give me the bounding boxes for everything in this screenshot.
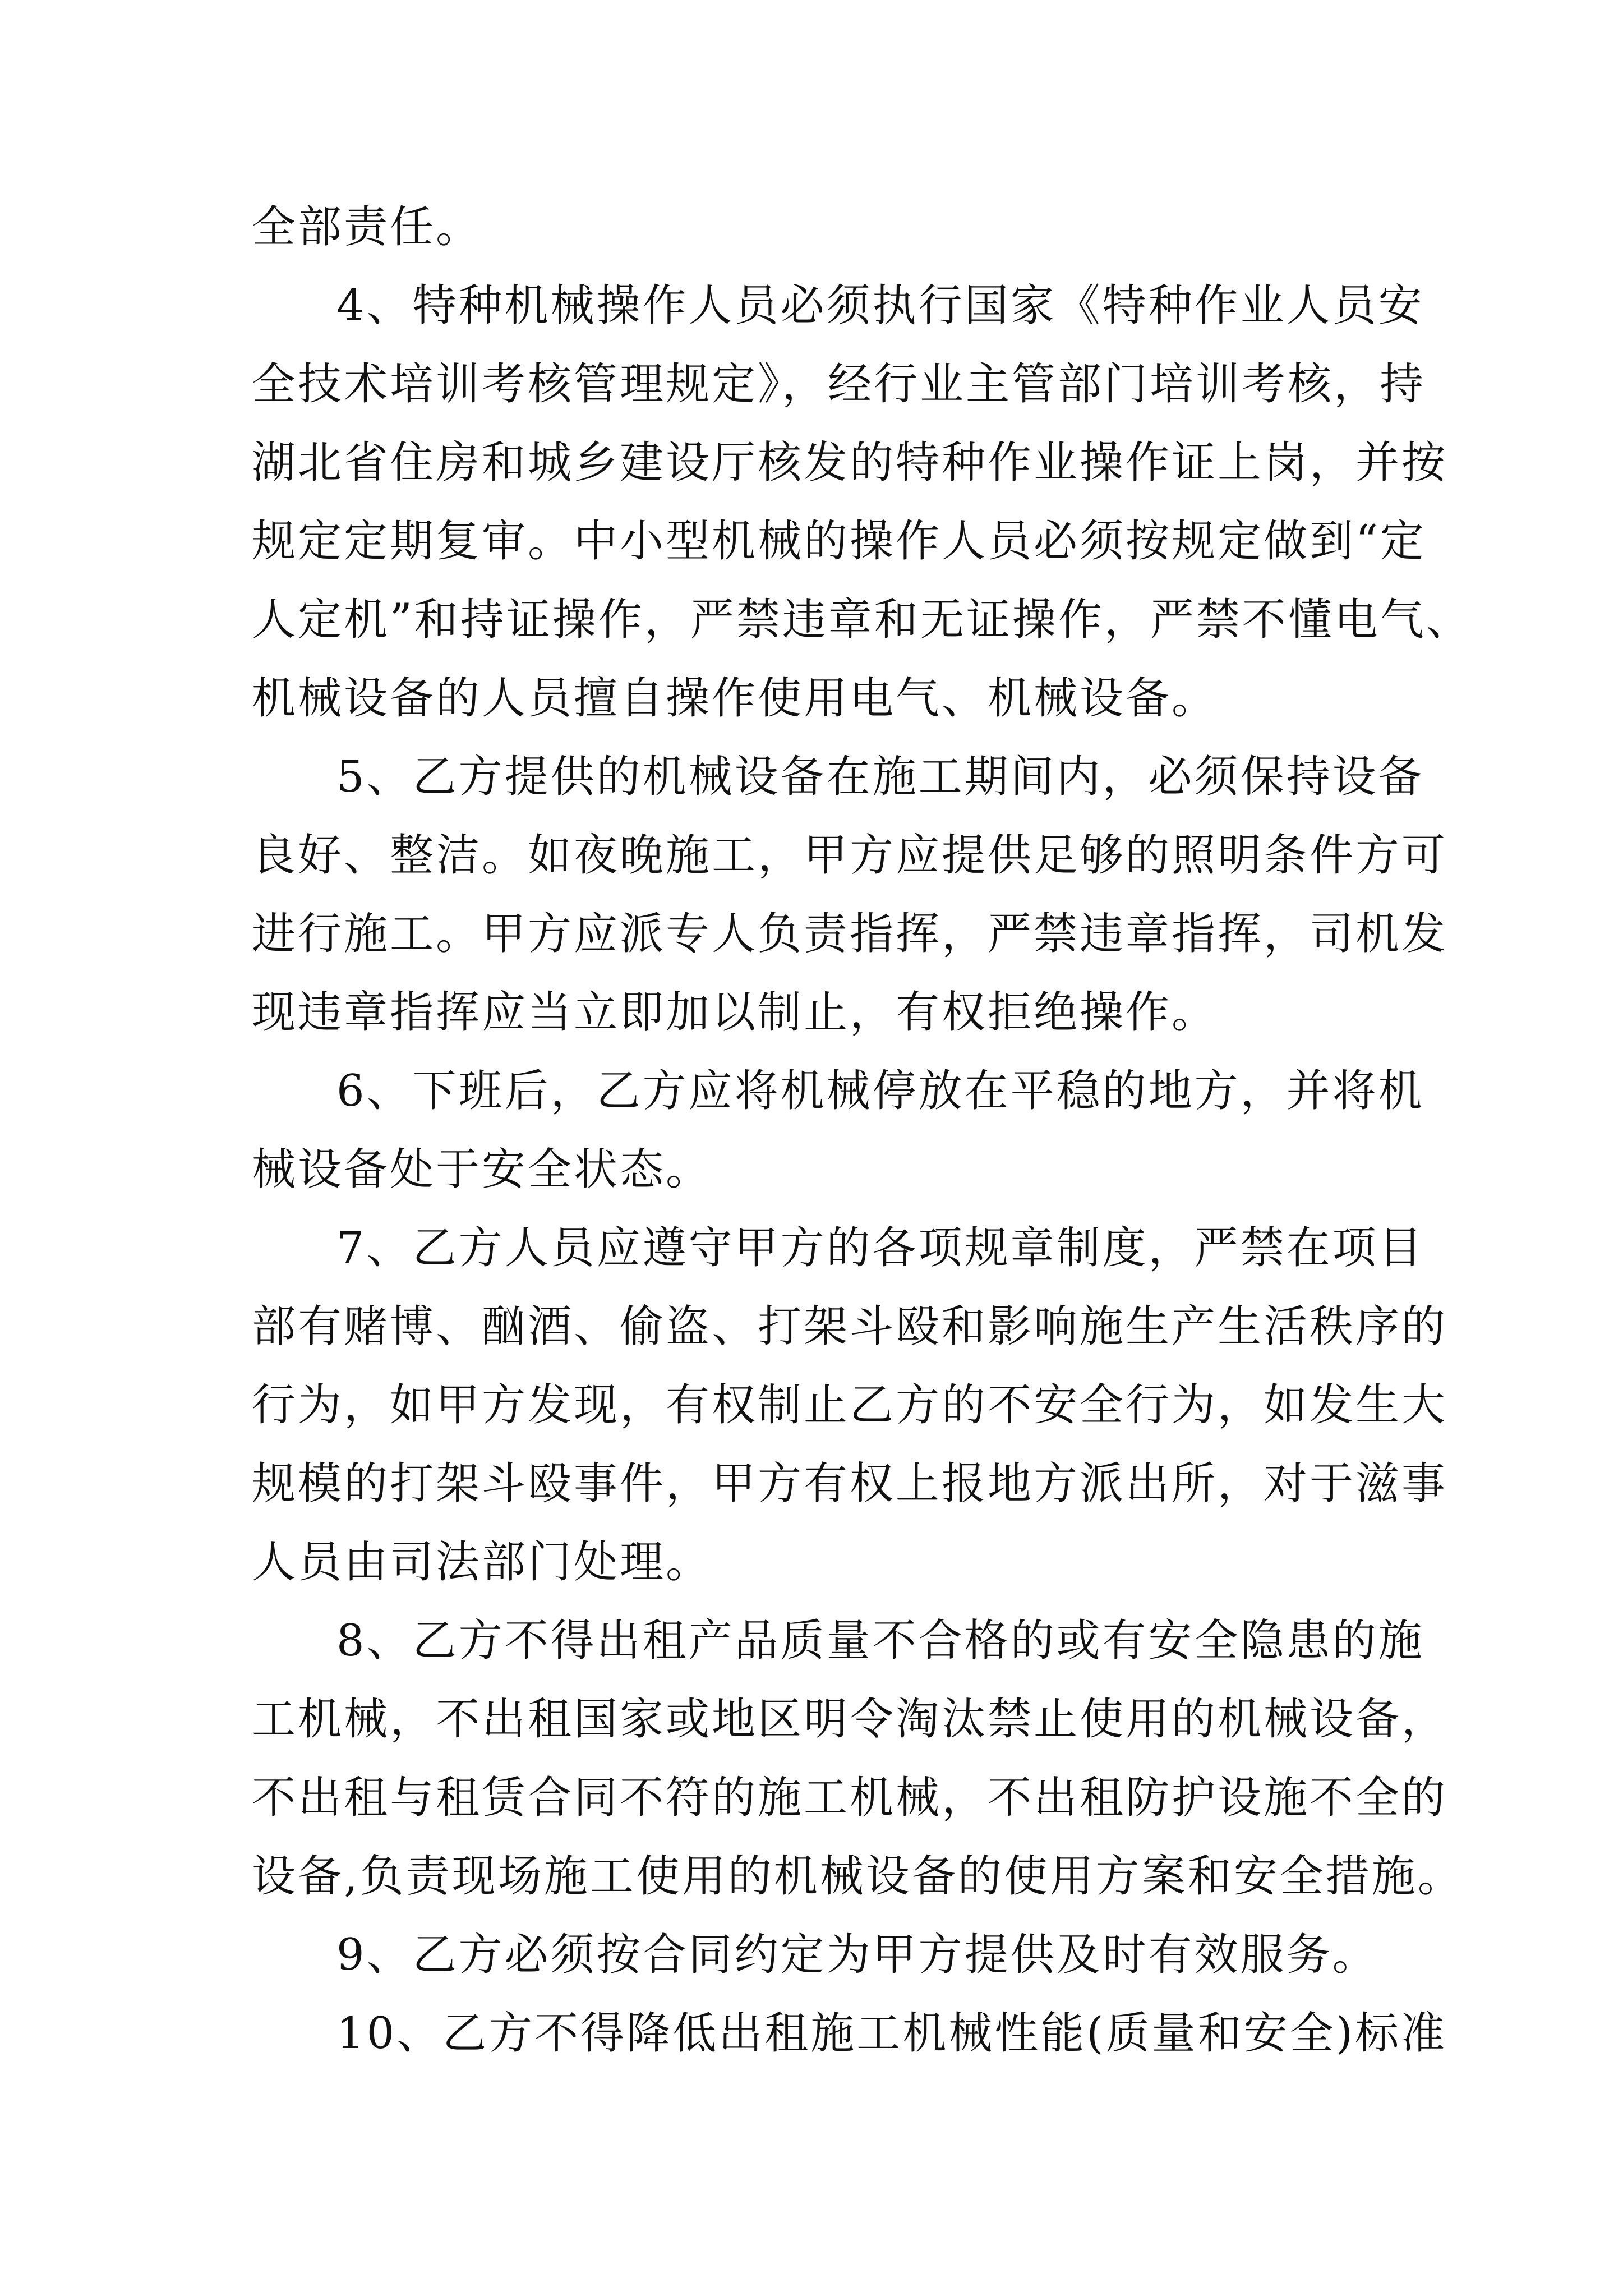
paragraph-start-4: 4、特种机械操作人员必须执行国家《特种作业人员安 bbox=[336, 280, 1424, 331]
text-line: 械设备处于安全状态。 bbox=[252, 1144, 712, 1195]
text-line: 全技术培训考核管理规定》，经行业主管部门培训考核，持 bbox=[252, 359, 1426, 409]
text-line: 不出租与租赁合同不符的施工机械，不出租防护设施不全的 bbox=[252, 1773, 1448, 1823]
text-line: 全部责任。 bbox=[252, 202, 482, 252]
text-line: 行为，如甲方发现，有权制止乙方的不安全行为，如发生大 bbox=[252, 1380, 1448, 1430]
text-line: 进行施工。甲方应派专人负责指挥，严禁违章指挥，司机发 bbox=[252, 909, 1448, 959]
text-line: 现违章指挥应当立即加以制止，有权拒绝操作。 bbox=[252, 987, 1218, 1038]
paragraph-start-7: 7、乙方人员应遵守甲方的各项规章制度，严禁在项目 bbox=[336, 1223, 1424, 1273]
text-line: 设备,负责现场施工使用的机械设备的使用方案和安全措施。 bbox=[252, 1851, 1464, 1902]
paragraph-start-6: 6、下班后，乙方应将机械停放在平稳的地方，并将机 bbox=[336, 1066, 1424, 1116]
paragraph-start-8: 8、乙方不得出租产品质量不合格的或有安全隐患的施 bbox=[336, 1616, 1424, 1666]
text-line: 规模的打架斗殴事件，甲方有权上报地方派出所，对于滋事 bbox=[252, 1458, 1448, 1509]
paragraph-start-9: 9、乙方必须按合同约定为甲方提供及时有效服务。 bbox=[336, 1930, 1378, 1980]
text-line: 规定定期复审。中小型机械的操作人员必须按规定做到“定 bbox=[252, 516, 1426, 567]
paragraph-start-5: 5、乙方提供的机械设备在施工期间内，必须保持设备 bbox=[336, 752, 1424, 802]
text-line: 工机械，不出租国家或地区明令淘汰禁止使用的机械设备， bbox=[252, 1694, 1448, 1745]
text-line: 良好、整洁。如夜晚施工，甲方应提供足够的照明条件方可 bbox=[252, 830, 1448, 881]
text-line: 部有赌博、酗酒、偷盗、打架斗殴和影响施生产生活秩序的 bbox=[252, 1301, 1448, 1352]
text-line: 湖北省住房和城乡建设厅核发的特种作业操作证上岗，并按 bbox=[252, 438, 1448, 488]
text-line: 人定机”和持证操作，严禁违章和无证操作，严禁不懂电气、 bbox=[252, 595, 1472, 645]
text-line: 机械设备的人员擅自操作使用电气、机械设备。 bbox=[252, 673, 1218, 724]
paragraph-start-10: 10、乙方不得降低出租施工机械性能(质量和安全)标准 bbox=[336, 2008, 1447, 2059]
text-line: 人员由司法部门处理。 bbox=[252, 1537, 712, 1588]
